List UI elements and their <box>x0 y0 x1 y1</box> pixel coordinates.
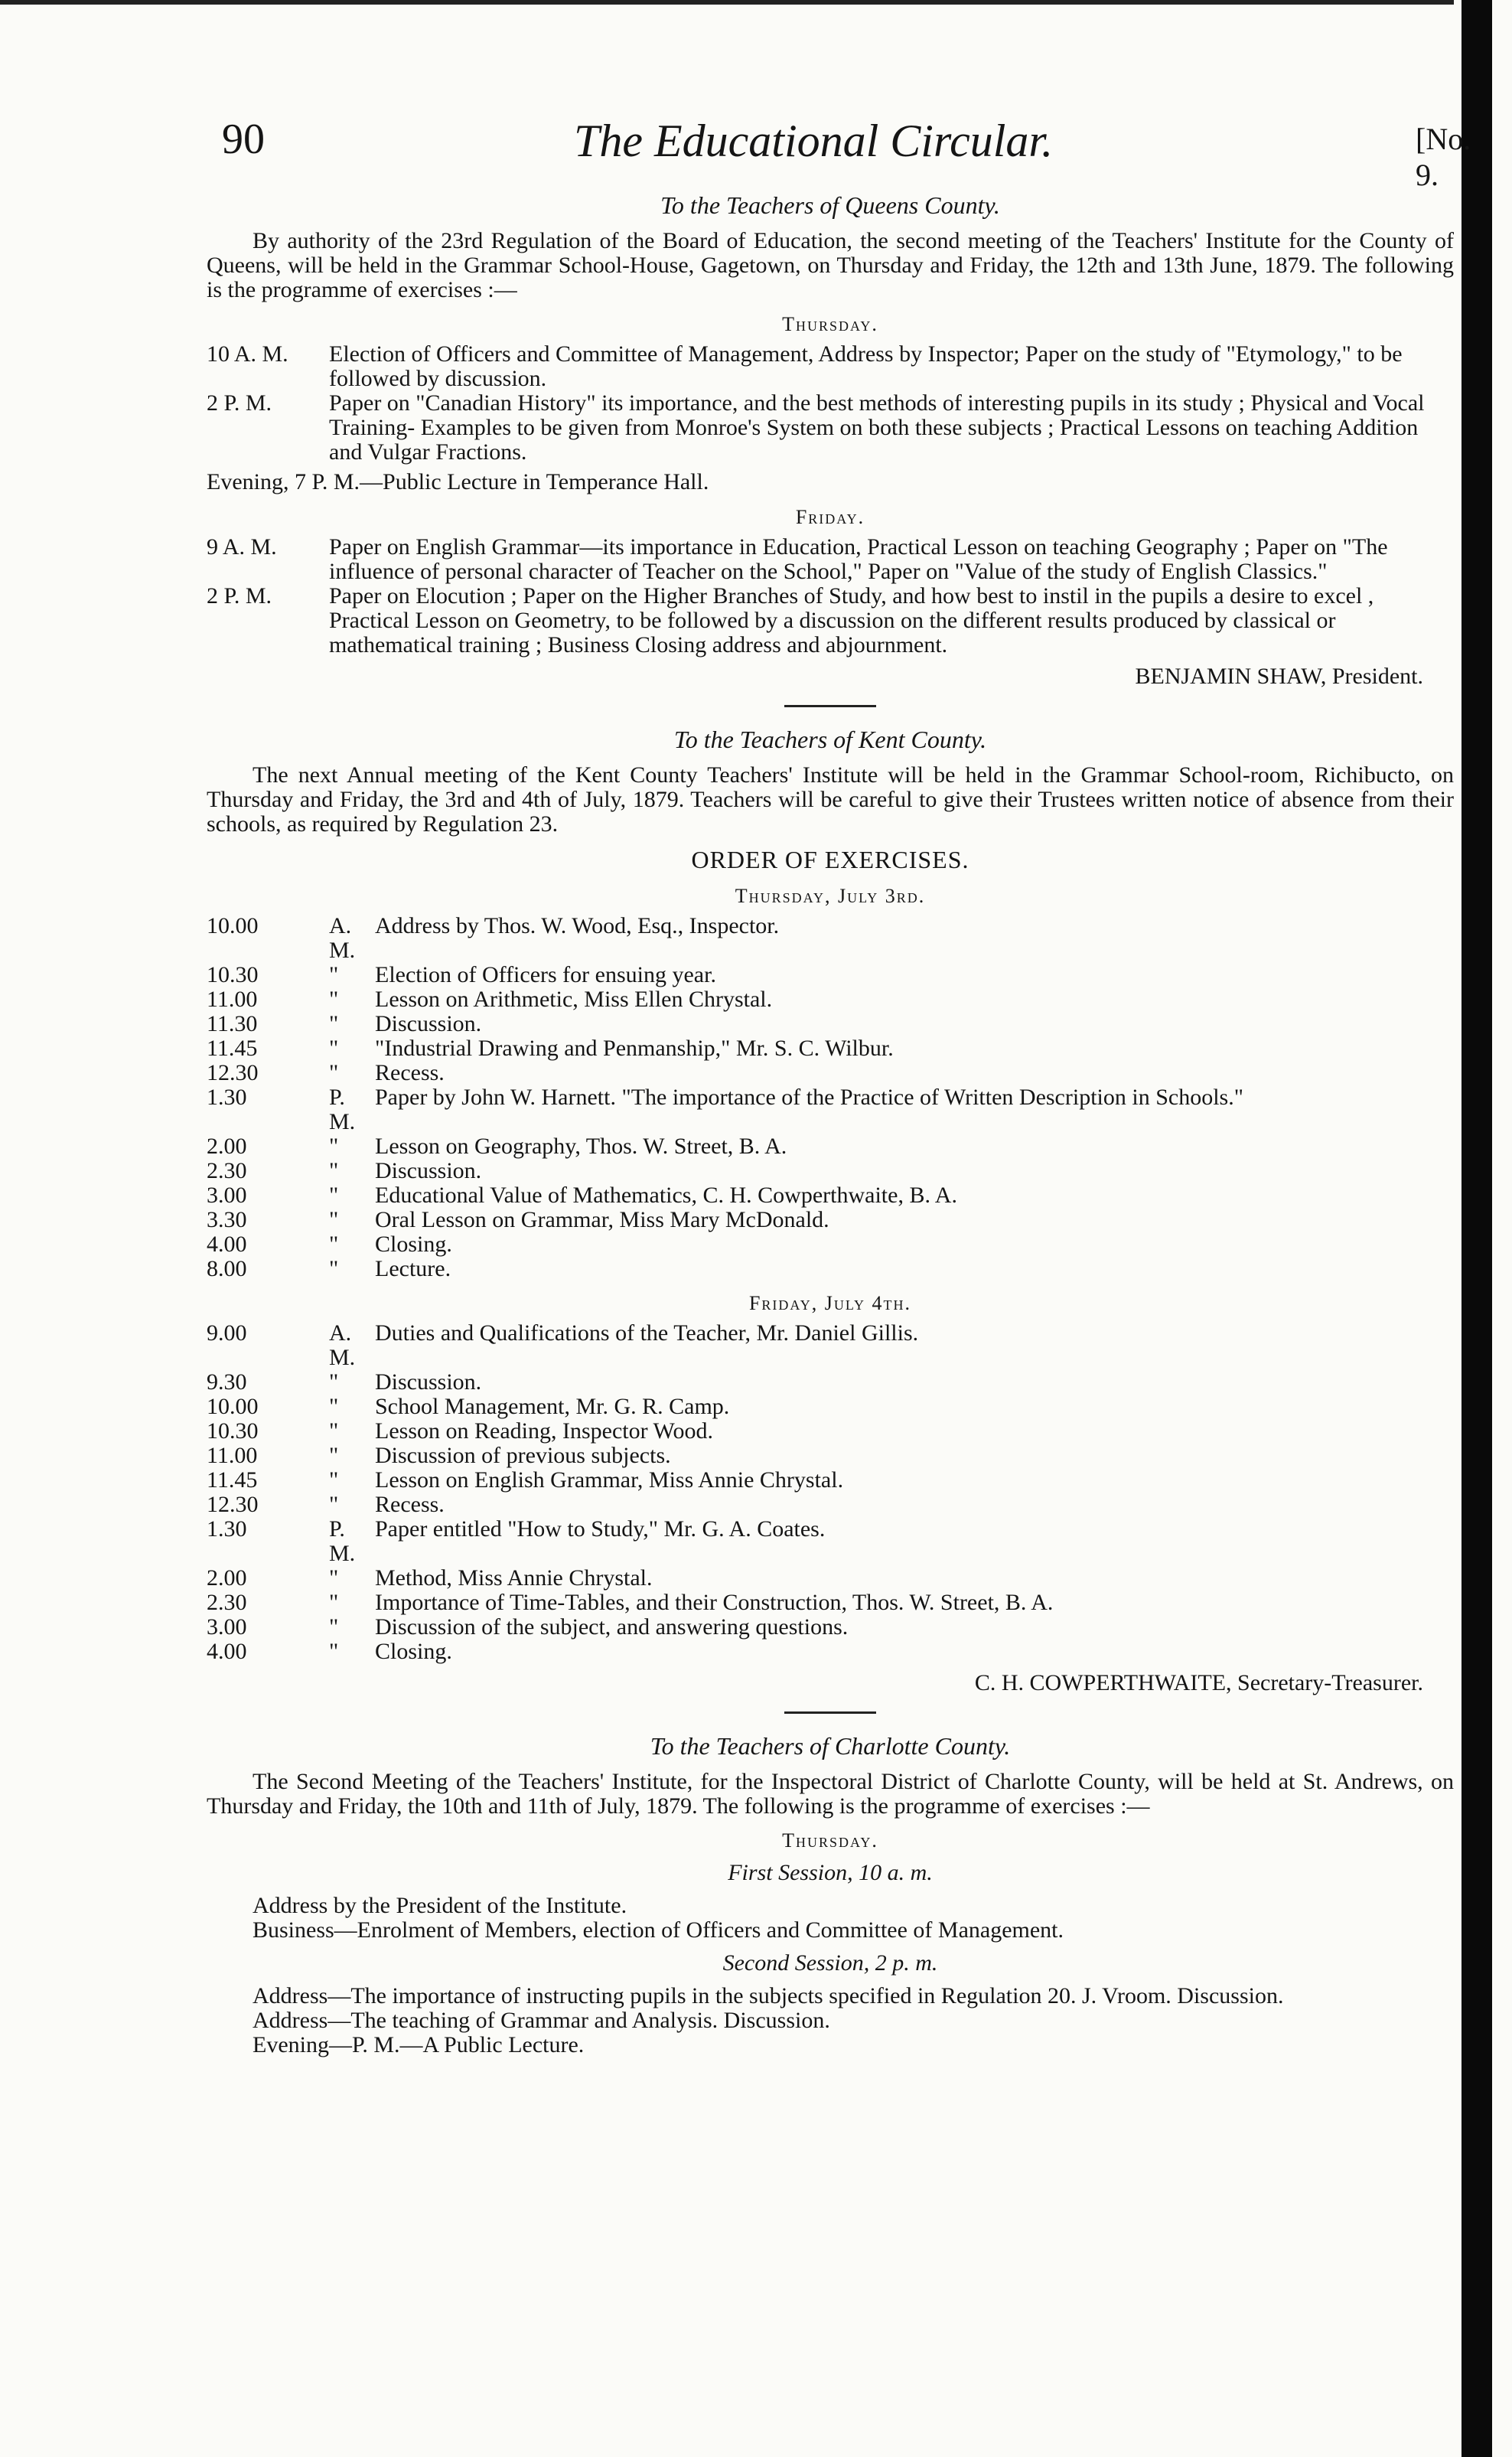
schedule-entry <box>207 1493 1454 1517</box>
entry-period: " <box>329 1614 339 1640</box>
entry-time: 10.00 <box>207 1394 259 1419</box>
schedule-entry <box>207 1468 1454 1493</box>
entry-text: Paper entitled "How to Study," Mr. G. A. Coates. <box>375 1516 826 1542</box>
evening-note: Evening, 7 P. M.—Public Lecture in Temperance Hall. <box>207 469 709 494</box>
entry-text: Recess. <box>375 1060 445 1085</box>
entry-time: 4.00 <box>207 1639 247 1664</box>
section-intro: The next Annual meeting of the Kent County Teachers' Institute will be held in the Grammar School-room, Richibucto, on Thursday and Friday, the 3rd and 4th of July, 1879. Teachers will be careful to give their Trustees written notice of absence from their schools, as required by Regulation 23. <box>207 762 1454 837</box>
entry-text: Importance of Time-Tables, and their Construction, Thos. W. Street, B. A. <box>375 1590 1054 1615</box>
schedule-entry <box>207 1566 1454 1591</box>
kent-thursday-list <box>207 914 1454 1281</box>
entry-time: 1.30 <box>207 1516 247 1542</box>
schedule-entry <box>207 1208 1454 1232</box>
entry-time: 3.00 <box>207 1614 247 1640</box>
entry-text: Discussion of previous subjects. <box>375 1443 671 1468</box>
entry-time: 2.30 <box>207 1590 247 1615</box>
entry-time: 2 P. M. <box>207 583 272 609</box>
session-line: Address—The teaching of Grammar and Analysis. Discussion. <box>253 2008 830 2033</box>
entry-time: 12.30 <box>207 1492 259 1517</box>
schedule-entry <box>207 1517 1454 1566</box>
schedule-entry <box>207 1183 1454 1208</box>
entry-text: Discussion of the subject, and answering questions. <box>375 1614 849 1640</box>
schedule-entry <box>207 1395 1454 1419</box>
entry-time: 3.00 <box>207 1183 247 1208</box>
entry-period: A. M. <box>329 913 356 963</box>
kent-friday-list <box>207 1321 1454 1664</box>
entry-period: A. M. <box>329 1320 356 1370</box>
entry-text: Discussion. <box>375 1369 482 1395</box>
session-line: Address—The importance of instructing pupils in the subjects specified in Regulation 20. J. Vroom. Discussion. <box>253 1983 1284 2008</box>
entry-text: Paper on English Grammar—its importance in Education, Practical Lesson on teaching Geography ; Paper on "The influence of personal character of Teacher on the School," Paper on "Value of the study of English Classics." <box>329 534 1388 584</box>
schedule-entry <box>207 1591 1454 1615</box>
entry-text: Closing. <box>375 1639 452 1664</box>
entry-time: 11.45 <box>207 1467 258 1493</box>
entry-text: Discussion. <box>375 1158 482 1183</box>
issue-number: [No. 9. <box>1416 122 1471 192</box>
entry-time: 10.00 <box>207 913 259 938</box>
section-divider <box>784 1711 876 1714</box>
section-divider <box>784 705 876 707</box>
entry-time: 2.30 <box>207 1158 247 1183</box>
schedule-entry <box>207 1321 1454 1370</box>
day-heading: Thursday. <box>782 313 878 335</box>
entry-time: 2 P. M. <box>207 390 272 416</box>
entry-text: Oral Lesson on Grammar, Miss Mary McDonald. <box>375 1207 829 1232</box>
schedule-entry <box>207 1419 1454 1444</box>
session-line: Address by the President of the Institute. <box>253 1893 627 1918</box>
schedule-entry <box>207 391 1454 465</box>
entry-text: Lesson on Reading, Inspector Wood. <box>375 1418 713 1444</box>
order-heading: ORDER OF EXERCISES. <box>691 846 969 873</box>
entry-time: 3.30 <box>207 1207 247 1232</box>
entry-time: 10 A. M. <box>207 341 288 367</box>
top-rule <box>0 0 1454 5</box>
entry-period: " <box>329 1565 339 1591</box>
entry-text: Paper on Elocution ; Paper on the Higher Branches of Study, and how best to instil in the pupils a desire to excel , Practical Lesson on Geometry, to be followed by a discussion on the different results produced by classical or mathematical training ; Business Closing address and abjournment. <box>329 583 1374 657</box>
entry-period: " <box>329 1590 339 1615</box>
entry-time: 9 A. M. <box>207 534 277 560</box>
schedule-entry <box>207 1134 1454 1159</box>
schedule-entry <box>207 1159 1454 1183</box>
entry-period: " <box>329 1134 339 1159</box>
schedule-entry <box>207 914 1454 963</box>
entry-text: Paper on "Canadian History" its importance, and the best methods of interesting pupils in its study ; Physical and Vocal Training- Examples to be given from Monroe's System on both these subjects ; Practical Lessons on teaching Addition and Vulgar Fractions. <box>329 390 1425 465</box>
entry-time: 9.30 <box>207 1369 247 1395</box>
entry-time: 10.30 <box>207 962 259 987</box>
day-heading: Thursday, July 3rd. <box>735 885 926 907</box>
entry-text: Lesson on English Grammar, Miss Annie Chrystal. <box>375 1467 844 1493</box>
entry-period: " <box>329 1639 339 1664</box>
entry-text: Election of Officers and Committee of Management, Address by Inspector; Paper on the study of "Etymology," to be followed by discussion. <box>329 341 1403 391</box>
schedule-entry <box>207 1085 1454 1134</box>
entry-period: " <box>329 1418 339 1444</box>
day-heading: Friday. <box>795 506 865 528</box>
signature: BENJAMIN SHAW, President. <box>1135 664 1423 689</box>
schedule-entry <box>207 535 1454 584</box>
day-heading: Thursday. <box>782 1829 878 1852</box>
section-title: To the Teachers of Queens County. <box>660 191 1000 219</box>
section-kent <box>207 726 1454 1696</box>
entry-period: " <box>329 1207 339 1232</box>
section-charlotte <box>207 1732 1454 2057</box>
binding-edge <box>1461 0 1492 2457</box>
entry-time: 4.00 <box>207 1232 247 1257</box>
entry-text: Address by Thos. W. Wood, Esq., Inspector. <box>375 913 780 938</box>
entry-text: "Industrial Drawing and Penmanship," Mr. S. C. Wilbur. <box>375 1036 894 1061</box>
section-intro: By authority of the 23rd Regulation of the Board of Education, the second meeting of the Teachers' Institute for the County of Queens, will be held in the Grammar School-House, Gagetown, on Thursday and Friday, the 12th and 13th June, 1879. The following is the programme of exercises :— <box>207 228 1454 302</box>
page-header <box>207 115 1471 192</box>
section-title: To the Teachers of Kent County. <box>673 726 987 753</box>
entry-time: 2.00 <box>207 1565 247 1591</box>
entry-time: 2.00 <box>207 1134 247 1159</box>
entry-time: 11.00 <box>207 987 258 1012</box>
entry-text: Lecture. <box>375 1256 451 1281</box>
entry-text: Election of Officers for ensuing year. <box>375 962 716 987</box>
entry-period: " <box>329 1394 339 1419</box>
section-title: To the Teachers of Charlotte County. <box>650 1732 1011 1760</box>
session-line: Business—Enrolment of Members, election of Officers and Committee of Management. <box>253 1917 1064 1943</box>
entry-period: " <box>329 962 339 987</box>
entry-period: " <box>329 1256 339 1281</box>
entry-text: Lesson on Geography, Thos. W. Street, B. A. <box>375 1134 787 1159</box>
schedule-entry <box>207 987 1454 1012</box>
entry-time: 8.00 <box>207 1256 247 1281</box>
schedule-entry <box>207 584 1454 657</box>
entry-period: P. M. <box>329 1085 356 1134</box>
entry-period: " <box>329 1036 339 1061</box>
journal-title: The Educational Circular. <box>574 116 1054 166</box>
schedule-entry <box>207 1232 1454 1257</box>
entry-time: 11.00 <box>207 1443 258 1468</box>
entry-text: Recess. <box>375 1492 445 1517</box>
entry-time: 9.00 <box>207 1320 247 1346</box>
entry-period: " <box>329 1011 339 1036</box>
entry-period: " <box>329 1467 339 1493</box>
schedule-entry <box>207 1036 1454 1061</box>
entry-text: Educational Value of Mathematics, C. H. Cowperthwaite, B. A. <box>375 1183 957 1208</box>
entry-period: " <box>329 1369 339 1395</box>
schedule-entry <box>207 963 1454 987</box>
entry-period: " <box>329 1232 339 1257</box>
schedule-entry <box>207 1061 1454 1085</box>
session-heading: First Session, 10 a. m. <box>728 1860 933 1885</box>
entry-period: " <box>329 1443 339 1468</box>
section-queens <box>207 191 1454 690</box>
entry-text: Method, Miss Annie Chrystal. <box>375 1565 653 1591</box>
signature: C. H. COWPERTHWAITE, Secretary-Treasurer. <box>974 1670 1423 1695</box>
entry-time: 1.30 <box>207 1085 247 1110</box>
schedule-entry <box>207 342 1454 391</box>
schedule-entry <box>207 1640 1454 1664</box>
entry-period: " <box>329 1060 339 1085</box>
section-intro: The Second Meeting of the Teachers' Institute, for the Inspectoral District of Charlotte County, will be held at St. Andrews, on Thursday and Friday, the 10th and 11th of July, 1879. The following is the programme of exercises :— <box>207 1769 1454 1819</box>
schedule-entry <box>207 1444 1454 1468</box>
entry-text: Discussion. <box>375 1011 482 1036</box>
entry-period: " <box>329 1492 339 1517</box>
entry-text: School Management, Mr. G. R. Camp. <box>375 1394 730 1419</box>
entry-period: P. M. <box>329 1516 356 1566</box>
entry-period: " <box>329 1183 339 1208</box>
entry-time: 12.30 <box>207 1060 259 1085</box>
schedule-entry <box>207 1615 1454 1640</box>
entry-time: 11.45 <box>207 1036 258 1061</box>
page-number: 90 <box>222 116 265 163</box>
schedule-entry <box>207 1012 1454 1036</box>
entry-time: 10.30 <box>207 1418 259 1444</box>
entry-period: " <box>329 1158 339 1183</box>
entry-text: Lesson on Arithmetic, Miss Ellen Chrystal. <box>375 987 773 1012</box>
entry-period: " <box>329 987 339 1012</box>
entry-text: Duties and Qualifications of the Teacher, Mr. Daniel Gillis. <box>375 1320 919 1346</box>
day-heading: Friday, July 4th. <box>748 1292 912 1314</box>
schedule-entry <box>207 1257 1454 1281</box>
page-content <box>207 115 1471 2057</box>
session-heading: Second Session, 2 p. m. <box>722 1950 938 1976</box>
schedule-entry <box>207 1370 1454 1395</box>
entry-text: Paper by John W. Harnett. "The importance of the Practice of Written Description in Schools." <box>375 1085 1243 1110</box>
entry-time: 11.30 <box>207 1011 258 1036</box>
evening-note: Evening—P. M.—A Public Lecture. <box>253 2032 585 2057</box>
entry-text: Closing. <box>375 1232 452 1257</box>
